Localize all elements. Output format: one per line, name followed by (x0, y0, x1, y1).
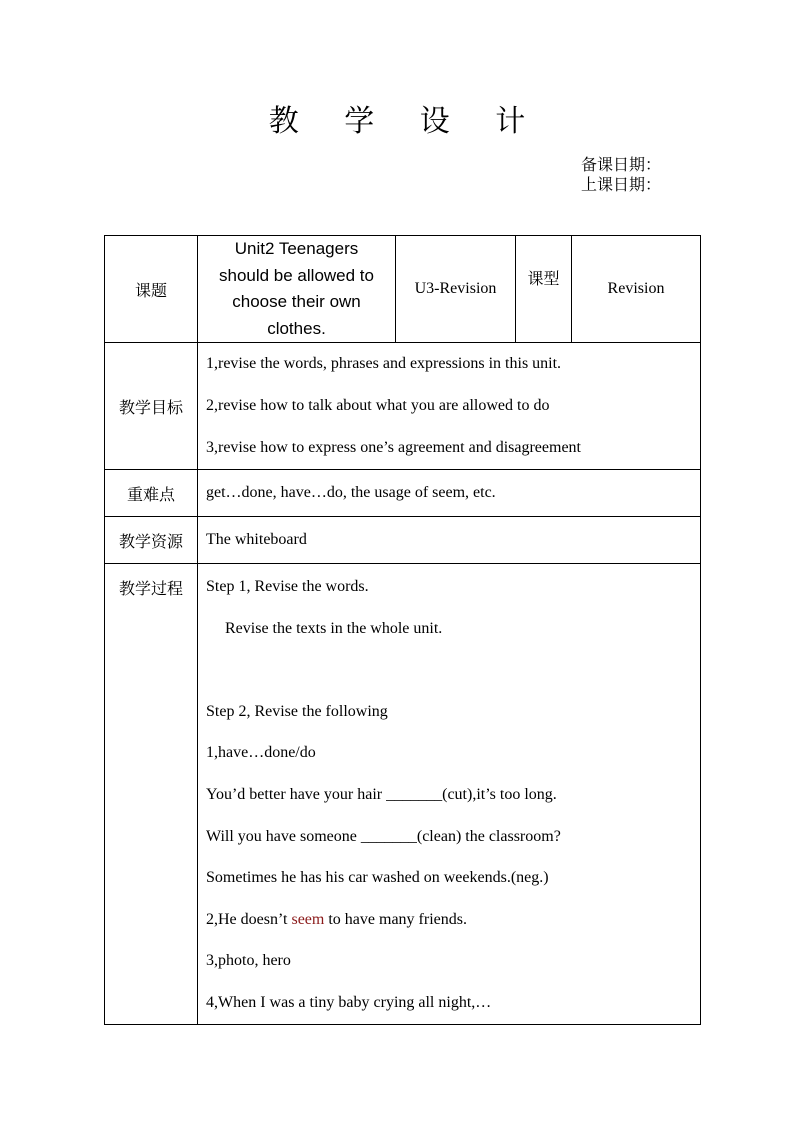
process-line-seem (198, 899, 700, 941)
topic-value: Unit2 Teenagers should be allowed to choose their own clothes. (198, 236, 396, 343)
objective-item: 1,revise the words, phrases and expressions in this unit. (206, 355, 562, 372)
process-row (105, 564, 701, 1025)
unit-code: U3-Revision (396, 236, 516, 343)
process-label: 教学过程 (105, 564, 198, 1025)
lesson-plan-table (104, 235, 701, 1025)
process-line: Step 2, Revise the following (206, 702, 388, 720)
objective-item: 2,revise how to talk about what you are allowed to do (206, 397, 550, 414)
process-line: Sometimes he has his car washed on weekends.(neg.) (206, 869, 549, 887)
key-points-row (105, 470, 701, 517)
objective-item: 3,revise how to express one’s agreement and disagreement (206, 439, 581, 456)
seem-word: seem (291, 910, 325, 928)
process-line: Revise the texts in the whole unit. (225, 619, 443, 637)
process-line (198, 649, 700, 691)
key-points-value: get…done, have…do, the usage of seem, etc. (198, 470, 701, 517)
page-title: 教 学 设 计 (268, 104, 544, 139)
resources-value: The whiteboard (198, 517, 701, 564)
process-line: 4,When I was a tiny baby crying all night,… (206, 993, 492, 1011)
prep-date-label: 备课日期： (581, 155, 662, 174)
resources-label: 教学资源 (105, 517, 198, 564)
header-row (105, 236, 701, 343)
process-content (198, 564, 701, 1025)
type-label: 课型 (516, 236, 572, 343)
process-line: 1,have…done/do (206, 744, 316, 762)
process-line: Step 1, Revise the words. (206, 578, 369, 595)
process-line: Will you have someone _______(clean) the classroom? (206, 827, 561, 845)
seem-suffix: to have many friends. (324, 910, 467, 928)
type-value: Revision (572, 236, 701, 343)
key-points-label: 重难点 (105, 470, 198, 517)
class-date-label: 上课日期： (581, 175, 662, 194)
resources-row (105, 517, 701, 564)
date-block (581, 155, 661, 195)
objectives-list (198, 343, 701, 470)
objectives-row (105, 343, 701, 470)
process-line: 3,photo, hero (206, 952, 291, 970)
topic-label: 课题 (105, 236, 198, 343)
seem-prefix: 2,He doesn’t (206, 910, 292, 928)
objectives-label: 教学目标 (105, 343, 198, 470)
process-line: You’d better have your hair _______(cut),it’s too long. (206, 785, 557, 803)
